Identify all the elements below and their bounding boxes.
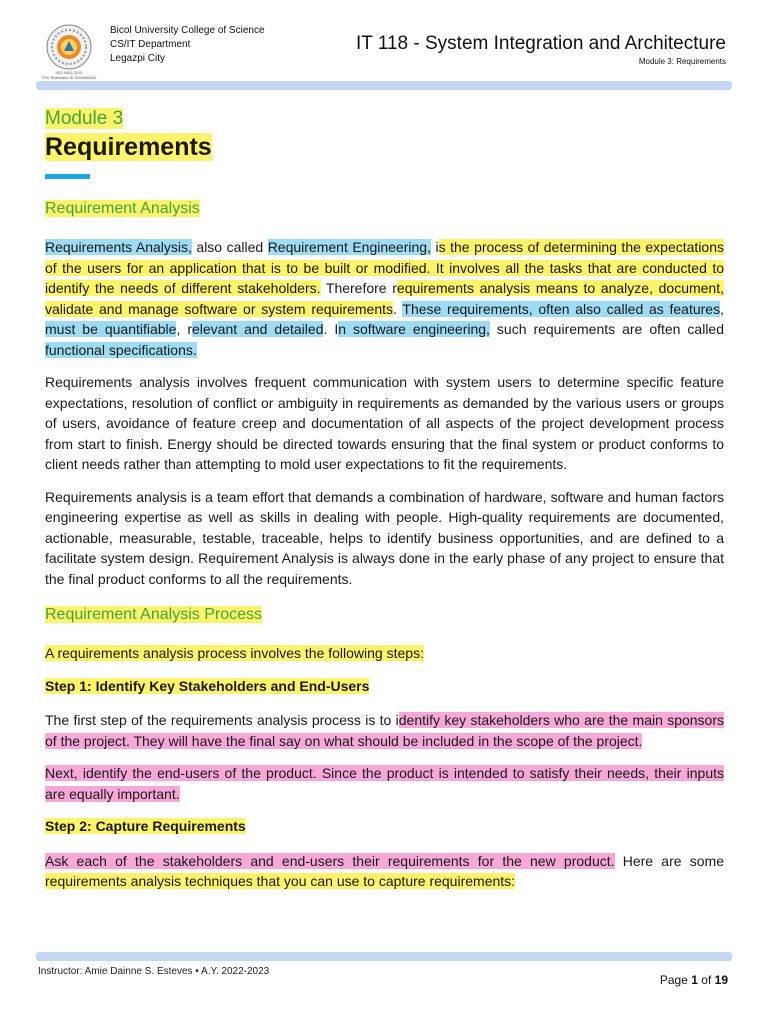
course-title: IT 118 - System Integration and Architecture (356, 33, 726, 54)
city-name: Legazpi City (110, 53, 166, 64)
text-run: These requirements, often also called as features (402, 300, 721, 317)
text-run: , (720, 300, 724, 317)
university-info (110, 24, 265, 66)
paragraph-6: Next, identify the end-users of the product. Since the product is intended to satisfy their needs, their inputs are equally important. (45, 765, 724, 802)
header-divider (36, 81, 732, 90)
text-run: n software engineering, (338, 321, 490, 337)
module-subtitle: Module 3: Requirements (638, 57, 726, 66)
text-run: requirements analysis techniques that you can use to capture requirements: (45, 873, 516, 889)
department-name: CS/IT Department (110, 39, 191, 50)
text-run: elevant and detailed (192, 321, 324, 337)
text-run: s the process of determining the expectations of the users for an application that is to be built or modified. It involves all the tasks that are conducted to identify the needs of different stakeholders. (45, 239, 725, 296)
page-header (0, 0, 768, 90)
page-number: Page 1 of 19 (659, 973, 728, 987)
step-2-heading: Step 2: Capture Requirements (45, 818, 246, 834)
university-name: Bicol University College of Science (110, 25, 265, 36)
module-label: Module 3 (45, 108, 124, 129)
text-run: also called (191, 239, 268, 255)
text-run: functional specifications. (45, 341, 197, 358)
text-run: Requirement Engineering, (267, 239, 431, 255)
text-run: equirements analysis means to analyze, document, validate and manage software or system requirements (45, 280, 724, 317)
text-run: , r (176, 321, 192, 337)
paragraph-2: Requirements analysis involves frequent communication with system users to determine specific feature expectations, resolution of conflict or ambiguity in requirements as demanded by the various users or groups of users, avoidance of feature creep and documentation of all aspects of the project development process from start to finish. Energy should be directed towards ensuring that the final system or product conforms to client needs rather than attempting to mold user expectations to fit the requirements. (45, 374, 724, 472)
section-heading-analysis-process: Requirement Analysis Process (45, 606, 262, 623)
text-run: The first step of the requirements analysis process is to i (45, 712, 399, 728)
text-run: dentify key stakeholders who are the main sponsors of the project. They will have the final say on what should be included in the scope of the project. (45, 712, 725, 749)
title-underline (45, 174, 90, 179)
text-run: Ask each of the stakeholders and end-users their requirements for the new product. (45, 852, 615, 869)
text-run: i (430, 239, 439, 255)
step-1-heading: Step 1: Identify Key Stakeholders and End-Users (45, 677, 370, 694)
section-heading-requirement-analysis: Requirement Analysis (45, 200, 200, 217)
paragraph-7 (45, 851, 724, 892)
university-seal-icon (46, 24, 92, 70)
paragraph-1 (45, 237, 724, 360)
certification-text: ISO 9001:2015 TÜV Rheinland ID 9108650811 (41, 70, 97, 80)
text-run: must be quantifiable (45, 321, 177, 337)
text-run: . I (323, 321, 339, 337)
text-run: Requirements Analysis, (45, 239, 192, 255)
page-title: Requirements (45, 133, 212, 161)
text-run: Here are some (614, 852, 724, 869)
paragraph-3: Requirements analysis is a team effort that demands a combination of hardware, software and human factors engineering expertise as well as skills in dealing with people. High-quality requirements are documented, actionable, measurable, testable, traceable, helps to identify business opportunities, and are defined to a facilitate system design. Requirement Analysis is always done in the early phase of any project to ensure that the final product conforms to all the requirements. (45, 488, 724, 587)
paragraph-4: A requirements analysis process involves the following steps: (45, 645, 424, 661)
footer-divider (36, 952, 732, 961)
document-body (45, 108, 724, 904)
text-run: such requirements are often called (489, 321, 724, 337)
paragraph-5 (45, 710, 724, 751)
instructor-info: Instructor: Amie Dainne S. Esteves • A.Y. 2022-2023 (38, 966, 270, 977)
text-run: Therefore r (320, 280, 397, 296)
text-run: . (393, 300, 403, 317)
